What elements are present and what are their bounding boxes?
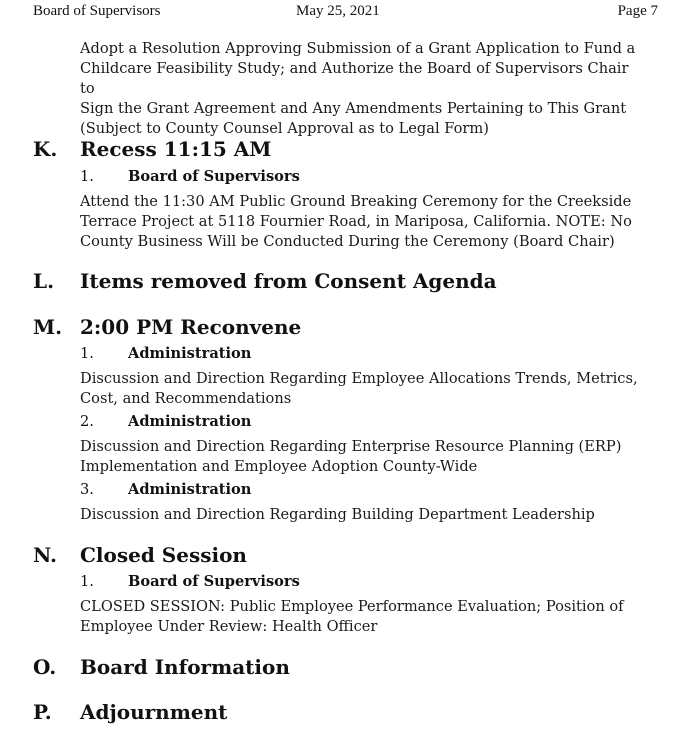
header-organization: Board of Supervisors	[33, 3, 161, 19]
header-page-number: Page 7	[617, 3, 658, 19]
section-title: Closed Session	[80, 543, 247, 567]
section-title: 2:00 PM Reconvene	[80, 315, 302, 339]
item-department: Board of Supervisors	[128, 573, 300, 590]
text-line: Implementation and Employee Adoption County-Wide	[80, 458, 478, 475]
text-line: CLOSED SESSION: Public Employee Performance Evaluation; Position of	[80, 598, 624, 615]
text-line: Terrace Project at 5118 Fournier Road, in Mariposa, California. NOTE: No	[80, 213, 632, 230]
section-title: Adjournment	[80, 700, 228, 724]
item-number: 1.	[80, 573, 94, 590]
section-letter: N.	[33, 543, 57, 567]
page-header	[33, 3, 658, 23]
item-department: Administration	[128, 481, 252, 498]
item-number: 2.	[80, 413, 94, 430]
item-number: 1.	[80, 168, 94, 185]
header-date: May 25, 2021	[296, 3, 380, 19]
section-letter: O.	[33, 655, 57, 679]
section-letter: L.	[33, 269, 55, 293]
text-line: Discussion and Direction Regarding Employee Allocations Trends, Metrics,	[80, 370, 638, 387]
text-line: Discussion and Direction Regarding Building Department Leadership	[80, 506, 595, 523]
text-line: Childcare Feasibility Study; and Authorize the Board of Supervisors Chair to	[80, 60, 629, 97]
item-department: Administration	[128, 345, 252, 362]
section-title: Board Information	[80, 655, 290, 679]
section-title: Recess 11:15 AM	[80, 137, 272, 161]
text-line: Employee Under Review: Health Officer	[80, 618, 378, 635]
agenda-item-m2-description	[80, 437, 640, 477]
item-department: Board of Supervisors	[128, 168, 300, 185]
section-letter: K.	[33, 137, 58, 161]
section-letter: M.	[33, 315, 63, 339]
text-line: Attend the 11:30 AM Public Ground Breaking Ceremony for the Creekside	[80, 193, 632, 210]
section-letter: P.	[33, 700, 52, 724]
section-title: Items removed from Consent Agenda	[80, 269, 497, 293]
intro-paragraph	[80, 39, 640, 139]
text-line: County Business Will be Conducted During the Ceremony (Board Chair)	[80, 233, 615, 250]
text-line: Sign the Grant Agreement and Any Amendments Pertaining to This Grant	[80, 100, 627, 117]
item-number: 3.	[80, 481, 94, 498]
agenda-item-n1-description	[80, 597, 640, 637]
item-number: 1.	[80, 345, 94, 362]
agenda-item-k1-description	[80, 192, 640, 252]
text-line: Discussion and Direction Regarding Enterprise Resource Planning (ERP)	[80, 438, 622, 455]
text-line: (Subject to County Counsel Approval as to Legal Form)	[80, 120, 489, 137]
agenda-item-m3-description	[80, 505, 640, 525]
text-line: Cost, and Recommendations	[80, 390, 292, 407]
agenda-item-m1-description	[80, 369, 640, 409]
text-line: Adopt a Resolution Approving Submission of a Grant Application to Fund a	[80, 40, 636, 57]
item-department: Administration	[128, 413, 252, 430]
